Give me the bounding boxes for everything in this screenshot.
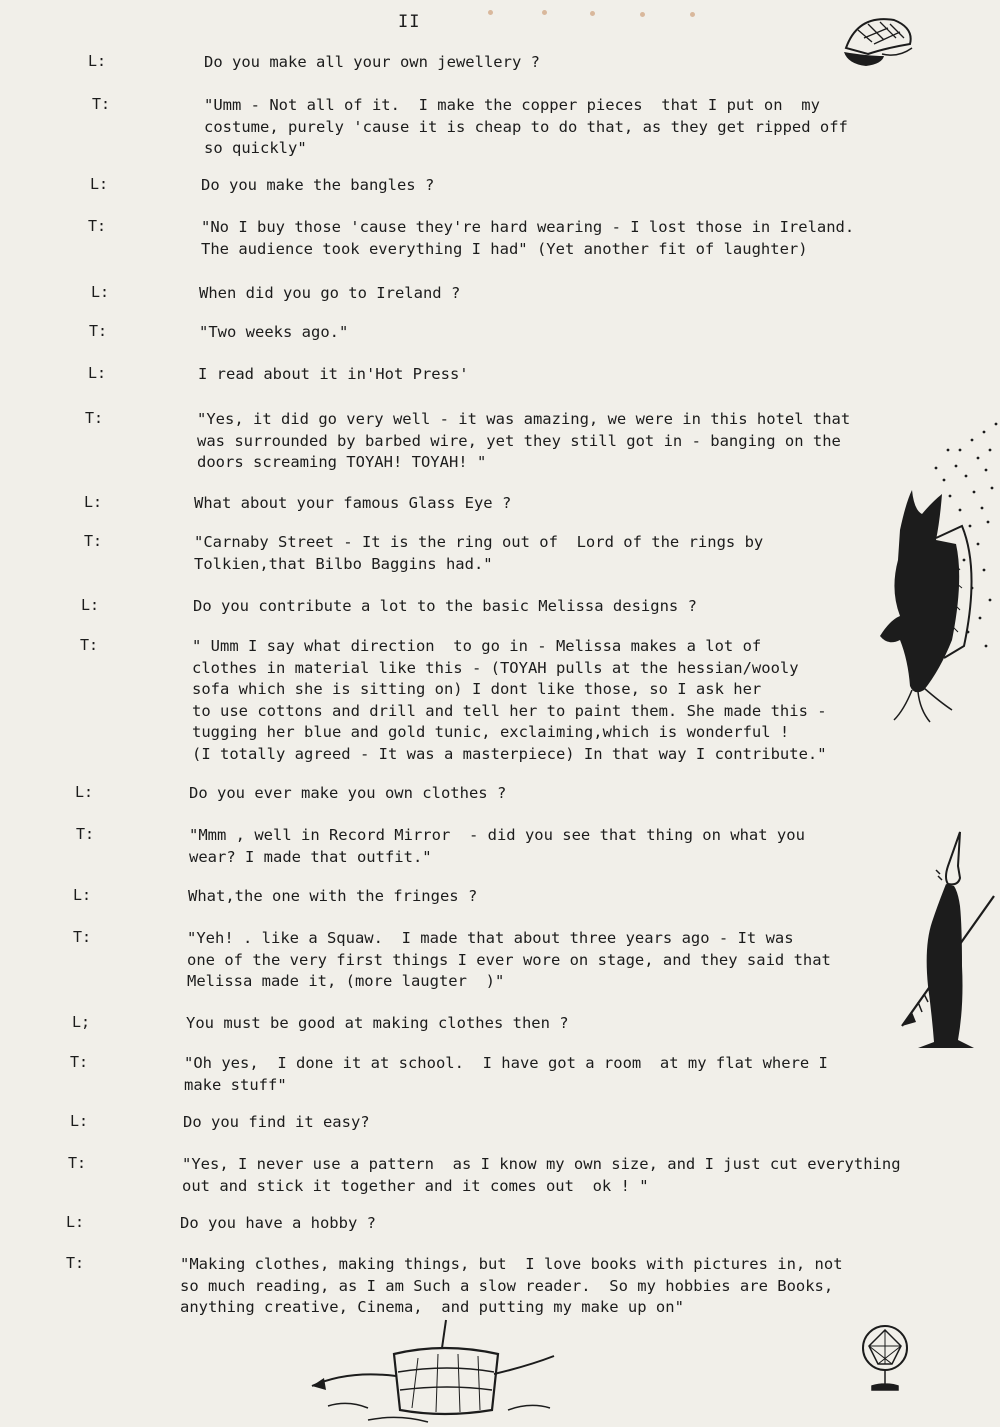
line-text: "Carnaby Street - It is the ring out of Lord of the rings by Tolkien,that Bilbo Baggins had." xyxy=(194,533,764,573)
speaker: L: xyxy=(91,283,110,301)
line-text: Do you make the bangles ? xyxy=(201,176,435,194)
line-text: "Umm - Not all of it. I make the copper pieces that I put on my costume, purely 'cause it is cheap to do that, as they get ripped off so quickly" xyxy=(204,96,848,157)
line-text: Do you ever make you own clothes ? xyxy=(189,784,507,802)
speaker: L: xyxy=(70,1112,89,1130)
line-text: " Umm I say what direction to go in - Melissa makes a lot of clothes in material like this - (TOYAH pulls at the hessian/wooly sofa which she is sitting on) I dont like those, so I ask her to use cottons and drill and tell her to paint them. She made this - tugging her blue and gold tunic, exclaiming,which is wonderful ! (I totally agreed - It was a masterpiece) In that way I contribute." xyxy=(192,637,827,763)
line-text: Do you contribute a lot to the basic Melissa designs ? xyxy=(193,597,697,615)
line-text: "Yeh! . like a Squaw. I made that about three years ago - It was one of the very first things I ever wore on stage, and they said that Melissa made it, (more laugter )" xyxy=(187,929,831,990)
speaker: L: xyxy=(84,493,103,511)
speaker: T: xyxy=(84,532,103,550)
speaker: L: xyxy=(88,52,107,70)
speaker: T: xyxy=(85,409,104,427)
speaker: L: xyxy=(88,364,107,382)
speaker: T: xyxy=(80,636,99,654)
speaker: T: xyxy=(73,928,92,946)
speaker: T: xyxy=(70,1053,89,1071)
boat-doodle-icon xyxy=(308,1314,558,1426)
speaker: T: xyxy=(66,1254,85,1272)
line-text: "Yes, I never use a pattern as I know my own size, and I just cut everything out and stick it together and it comes out ok ! " xyxy=(182,1155,901,1195)
globe-doodle-icon xyxy=(856,1320,914,1398)
speaker: T: xyxy=(76,825,95,843)
line-text: "Oh yes, I done it at school. I have got a room at my flat where I make stuff" xyxy=(184,1054,828,1094)
speaker: L; xyxy=(72,1013,91,1031)
speaker: L: xyxy=(81,596,100,614)
punch-hole xyxy=(488,10,493,15)
line-text: Do you find it easy? xyxy=(183,1113,370,1131)
fairy-doodle-icon xyxy=(860,410,1000,730)
line-text: "Making clothes, making things, but I love books with pictures in, not so much reading, as I am Such a slow reader. So my hobbies are Books, anything creative, Cinema, and putting my make up on" xyxy=(180,1255,843,1316)
speaker: L: xyxy=(75,783,94,801)
punch-hole xyxy=(590,11,595,16)
figure-with-spear-doodle-icon xyxy=(888,826,1000,1058)
speaker: T: xyxy=(68,1154,87,1172)
speaker: T: xyxy=(88,217,107,235)
line-text: "Yes, it did go very well - it was amazing, we were in this hotel that was surrounded by barbed wire, yet they still got in - banging on the doors screaming TOYAH! TOYAH! " xyxy=(197,410,851,471)
speaker: T: xyxy=(92,95,111,113)
speaker: L: xyxy=(90,175,109,193)
line-text: I read about it in'Hot Press' xyxy=(198,365,469,383)
line-text: Do you have a hobby ? xyxy=(180,1214,376,1232)
line-text: What,the one with the fringes ? xyxy=(188,887,478,905)
punch-hole xyxy=(640,12,645,17)
speaker: L: xyxy=(66,1213,85,1231)
line-text: When did you go to Ireland ? xyxy=(199,284,461,302)
line-text: You must be good at making clothes then ? xyxy=(186,1014,569,1032)
speaker: T: xyxy=(89,322,108,340)
line-text: What about your famous Glass Eye ? xyxy=(194,494,512,512)
punch-hole xyxy=(690,12,695,17)
mushroom-doodle-icon xyxy=(838,8,918,70)
line-text: "No I buy those 'cause they're hard wearing - I lost those in Ireland. The audience took everything I had" (Yet another fit of laughter) xyxy=(201,218,855,258)
line-text: "Mmm , well in Record Mirror - did you see that thing on what you wear? I made that outfit." xyxy=(189,826,805,866)
line-text: Do you make all your own jewellery ? xyxy=(204,53,540,71)
line-text: "Two weeks ago." xyxy=(199,323,349,341)
punch-hole xyxy=(542,10,547,15)
speaker: L: xyxy=(73,886,92,904)
page-number: II xyxy=(398,12,421,32)
